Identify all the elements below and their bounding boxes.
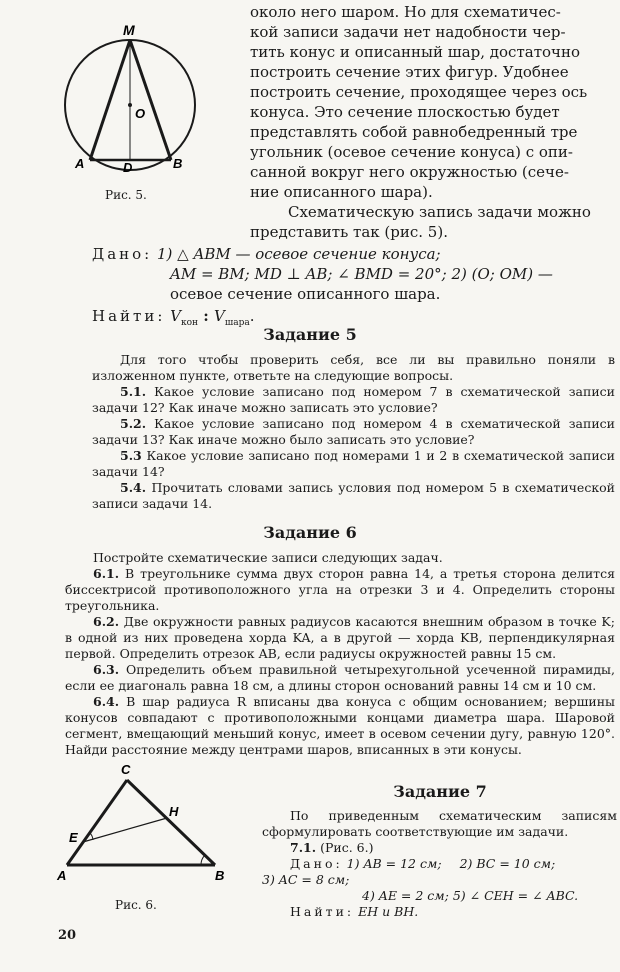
find-v2: V	[214, 307, 225, 325]
label-B: B	[215, 868, 225, 883]
task-6-heading: Задание 6	[263, 523, 357, 542]
task-7-heading: Задание 7	[393, 782, 487, 801]
find-label: Найти:	[290, 904, 355, 919]
figure-5-caption: Рис. 5.	[105, 188, 147, 202]
text-line: тить конус и описанный шар, достаточно	[250, 43, 580, 61]
cond-1: 1) AB = 12 см;	[346, 856, 442, 871]
list-item	[65, 662, 615, 694]
figure-5-diagram	[55, 20, 225, 185]
text-line: санной вокруг него окружностью (сече-	[250, 163, 569, 181]
find-sep: :	[198, 307, 215, 325]
cond-4: 4) AE = 2 см; 5) ∠ CEH = ∠ ABC.	[362, 888, 579, 903]
task-7-given	[262, 856, 617, 872]
label-H: H	[169, 804, 179, 819]
find-v1: V	[170, 307, 181, 325]
item-text: Какое условие записано под номерами 1 и 2 в схематической записи задачи 14?	[92, 448, 615, 479]
given-block	[92, 244, 612, 333]
cond-3: 3) AC = 8 см;	[262, 872, 350, 887]
text-line: представлять собой равнобедренный тре	[250, 123, 578, 141]
item-number: 7.1.	[290, 840, 317, 855]
list-item	[92, 448, 615, 480]
figure-6-caption: Рис. 6.	[115, 898, 157, 912]
find-label: Найти:	[92, 307, 166, 325]
item-text: Прочитать словами запись условия под номером 5 в схематической записи задачи 14.	[92, 480, 615, 511]
item-number: 5.1.	[120, 384, 147, 399]
text-line: конуса. Это сечение плоскостью будет	[250, 103, 560, 121]
task-7-body	[262, 808, 617, 920]
item-text: Определить объем правильной четырехугольной усеченной пирамиды, если ее диагональ равна 18 см, а длины сторон оснований равны 14 см и 10 см.	[65, 662, 615, 693]
given-label: Дано:	[290, 856, 343, 871]
task-5-body	[92, 352, 615, 512]
item-ref: (Рис. 6.)	[320, 840, 374, 855]
text-line: кой записи задачи нет надобности чер-	[250, 23, 566, 41]
list-item	[92, 480, 615, 512]
item-number: 6.2.	[93, 614, 120, 629]
item-text: В шар радиуса R вписаны два конуса с общим основанием; вершины конусов совпадают с противоположными концами диаметра шара. Шаровой сегмент, вмещающий меньший конус, имеет в осевом сечении дугу, равную 120°. Найди расстояние между центрами шаров, вписанных в эти конусы.	[65, 694, 615, 757]
side-CB	[127, 780, 215, 865]
side-AC	[67, 780, 127, 865]
item-number: 5.2.	[120, 416, 147, 431]
item-number: 6.1.	[93, 566, 120, 581]
text-line: ние описанного шара).	[250, 183, 433, 201]
item-text: Две окружности равных радиусов касаются внешним образом в точке K; в одной из них проведена хорда KA, а в другой — хорда KB, перпендикулярная первой. Определить отрезок AB, если радиусы окружностей равны 15 см.	[65, 614, 615, 661]
given-line-2: AM = BM; MD ⊥ AB; ∠ BMD = 20°; 2) (O; OM) —	[170, 265, 553, 283]
item-number: 5.4.	[120, 480, 147, 495]
task-5-intro: Для того чтобы проверить себя, все ли вы правильно поняли в изложенном пункте, ответьте на следующие вопросы.	[92, 352, 615, 383]
text-line: угольник (осевое сечение конуса) с опи-	[250, 143, 573, 161]
task-7-item	[262, 840, 617, 856]
label-E: E	[69, 830, 78, 845]
list-item	[65, 614, 615, 662]
item-text: В треугольнике сумма двух сторон равна 14, а третья сторона делится биссектрисой противоположного угла на отрезки 3 и 4. Определить стороны треугольника.	[65, 566, 615, 613]
given-line-1: 1) △ ABM — осевое сечение конуса;	[157, 245, 441, 263]
label-A: A	[57, 868, 67, 883]
label-M: M	[123, 22, 135, 38]
label-C: C	[121, 762, 131, 777]
task-6-intro: Постройте схематические записи следующих задач.	[93, 550, 443, 565]
task-5-heading: Задание 5	[263, 325, 357, 344]
label-D: D	[123, 160, 133, 175]
cond-2: 2) BC = 10 см;	[459, 856, 556, 871]
item-text: Какое условие записано под номером 4 в схематической записи задачи 13? Как иначе можно было записать это условие?	[92, 416, 615, 447]
label-B: B	[173, 156, 183, 171]
list-item	[65, 566, 615, 614]
list-item	[92, 384, 615, 416]
task-7-intro: По приведенным схематическим записям сформулировать соответствующие им задачи.	[262, 808, 617, 839]
list-item	[92, 416, 615, 448]
side-BM	[130, 40, 171, 160]
given-line-3: осевое сечение описанного шара.	[170, 285, 441, 303]
item-number: 6.3.	[93, 662, 120, 677]
text-line: Схематическую запись задачи можно	[288, 203, 591, 221]
side-AM	[90, 40, 130, 160]
text-line: построить сечение этих фигур. Удобнее	[250, 63, 569, 81]
find-sub2: шара	[224, 318, 250, 328]
figure-6-diagram	[55, 760, 245, 885]
list-item	[65, 694, 615, 758]
label-O: O	[135, 106, 146, 121]
text-line: представить так (рис. 5).	[250, 223, 448, 241]
item-number: 6.4.	[93, 694, 120, 709]
item-text: Какое условие записано под номером 7 в схематической записи задачи 12? Как иначе можно записать это условие?	[92, 384, 615, 415]
page-number: 20	[58, 928, 77, 943]
text-line: около него шаром. Но для схематичес-	[250, 3, 561, 21]
task-6-body	[65, 550, 615, 758]
text-line: построить сечение, проходящее через ось	[250, 83, 588, 101]
item-number: 5.3	[120, 448, 142, 463]
given-label: Дано:	[92, 245, 153, 263]
find-end: .	[249, 307, 255, 325]
find-text: EH и BH.	[358, 904, 419, 919]
center-point	[128, 103, 132, 107]
intro-paragraph	[250, 2, 610, 242]
segment-EH	[83, 818, 167, 842]
label-A: A	[75, 156, 85, 171]
find-sub1: кон	[181, 318, 199, 328]
